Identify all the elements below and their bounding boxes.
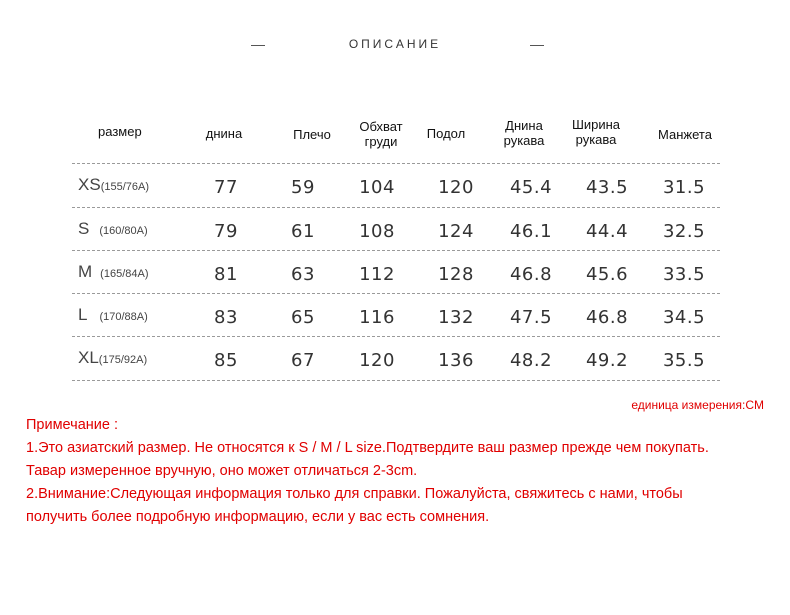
unit-note: единица измерения:CM <box>631 398 764 412</box>
header-sleeve-width-line1: Ширина <box>571 117 621 132</box>
size-name: XS <box>78 175 101 194</box>
header-sleeve-length <box>494 118 554 148</box>
value-chest: 112 <box>359 264 395 285</box>
table-divider <box>72 207 720 208</box>
size-spec: (165/84A) <box>100 268 149 280</box>
header-sleeve-length-line1: Днина <box>505 118 543 133</box>
page-title: ОПИСАНИЕ <box>348 37 442 51</box>
notes-line-4: получить более подробную информацию, если у вас есть сомнения. <box>26 509 490 525</box>
value-sleeve-width: 49.2 <box>585 350 629 371</box>
notes-line-2: Тавар измеренное вручную, оно может отличаться 2-3cm. <box>26 463 418 479</box>
value-hem: 128 <box>438 264 474 285</box>
size-name: L <box>78 305 88 324</box>
value-shoulder: 61 <box>291 221 315 242</box>
value-shoulder: 63 <box>291 264 315 285</box>
table-divider <box>72 250 720 251</box>
header-length-label: днина <box>205 126 243 141</box>
header-chest-line2: груди <box>364 134 398 149</box>
header-hem-label: Подол <box>426 126 466 141</box>
header-shoulder-label: Плечо <box>293 127 331 142</box>
header-sleeve-width <box>564 117 628 147</box>
size-name: M <box>78 262 93 281</box>
value-chest: 104 <box>359 177 395 198</box>
size-cell <box>78 175 149 195</box>
table-divider <box>72 163 720 164</box>
header-chest <box>350 119 412 149</box>
header-cuff-label: Манжета <box>658 127 712 142</box>
table-divider <box>72 380 720 381</box>
value-length: 77 <box>214 177 238 198</box>
header-chest-line1: Обхват <box>359 119 403 134</box>
value-sleeve-width: 46.8 <box>585 307 629 328</box>
header-sleeve-length-line2: рукава <box>503 133 545 148</box>
header-cuff <box>650 127 720 142</box>
value-sleeve-length: 48.2 <box>509 350 553 371</box>
value-sleeve-length: 46.1 <box>509 221 553 242</box>
value-hem: 124 <box>438 221 474 242</box>
table-divider <box>72 336 720 337</box>
value-sleeve-length: 47.5 <box>509 307 553 328</box>
value-cuff: 31.5 <box>662 177 706 198</box>
value-length: 85 <box>214 350 238 371</box>
value-shoulder: 65 <box>291 307 315 328</box>
value-cuff: 35.5 <box>662 350 706 371</box>
value-hem: 132 <box>438 307 474 328</box>
title-dash-right <box>530 45 544 46</box>
value-sleeve-width: 45.6 <box>585 264 629 285</box>
value-sleeve-width: 43.5 <box>585 177 629 198</box>
value-cuff: 32.5 <box>662 221 706 242</box>
value-length: 79 <box>214 221 238 242</box>
value-chest: 108 <box>359 221 395 242</box>
header-length <box>196 126 252 141</box>
notes-heading: Примечание : <box>26 417 118 433</box>
header-shoulder <box>284 127 340 142</box>
size-name: XL <box>78 348 99 367</box>
notes-block <box>26 414 786 529</box>
size-cell <box>78 219 148 239</box>
value-sleeve-length: 45.4 <box>509 177 553 198</box>
table-divider <box>72 293 720 294</box>
value-cuff: 34.5 <box>662 307 706 328</box>
value-cuff: 33.5 <box>662 264 706 285</box>
header-size <box>98 124 148 139</box>
header-hem <box>418 126 474 141</box>
size-spec: (155/76A) <box>100 181 149 193</box>
size-cell <box>78 305 148 325</box>
value-chest: 120 <box>359 350 395 371</box>
notes-line-3: 2.Внимание:Следующая информация только для справки. Пожалуйста, свяжитесь с нами, чтобы <box>26 486 683 502</box>
value-length: 81 <box>214 264 238 285</box>
value-shoulder: 59 <box>291 177 315 198</box>
value-sleeve-length: 46.8 <box>509 264 553 285</box>
value-shoulder: 67 <box>291 350 315 371</box>
size-spec: (160/80A) <box>99 225 148 237</box>
notes-line-1: 1.Это азиатский размер. Не относятся к S / M / L size.Подтвердите ваш размер прежде чем покупать. <box>26 440 709 456</box>
value-length: 83 <box>214 307 238 328</box>
value-hem: 136 <box>438 350 474 371</box>
header-size-label: размер <box>98 124 142 139</box>
header-sleeve-width-line2: рукава <box>575 132 617 147</box>
value-hem: 120 <box>438 177 474 198</box>
size-spec: (175/92A) <box>98 354 148 366</box>
size-spec: (170/88A) <box>99 311 148 323</box>
value-chest: 116 <box>359 307 395 328</box>
value-sleeve-width: 44.4 <box>585 221 629 242</box>
size-cell <box>78 262 148 282</box>
section-title <box>0 36 790 56</box>
size-cell <box>78 348 147 368</box>
size-name: S <box>78 219 90 238</box>
